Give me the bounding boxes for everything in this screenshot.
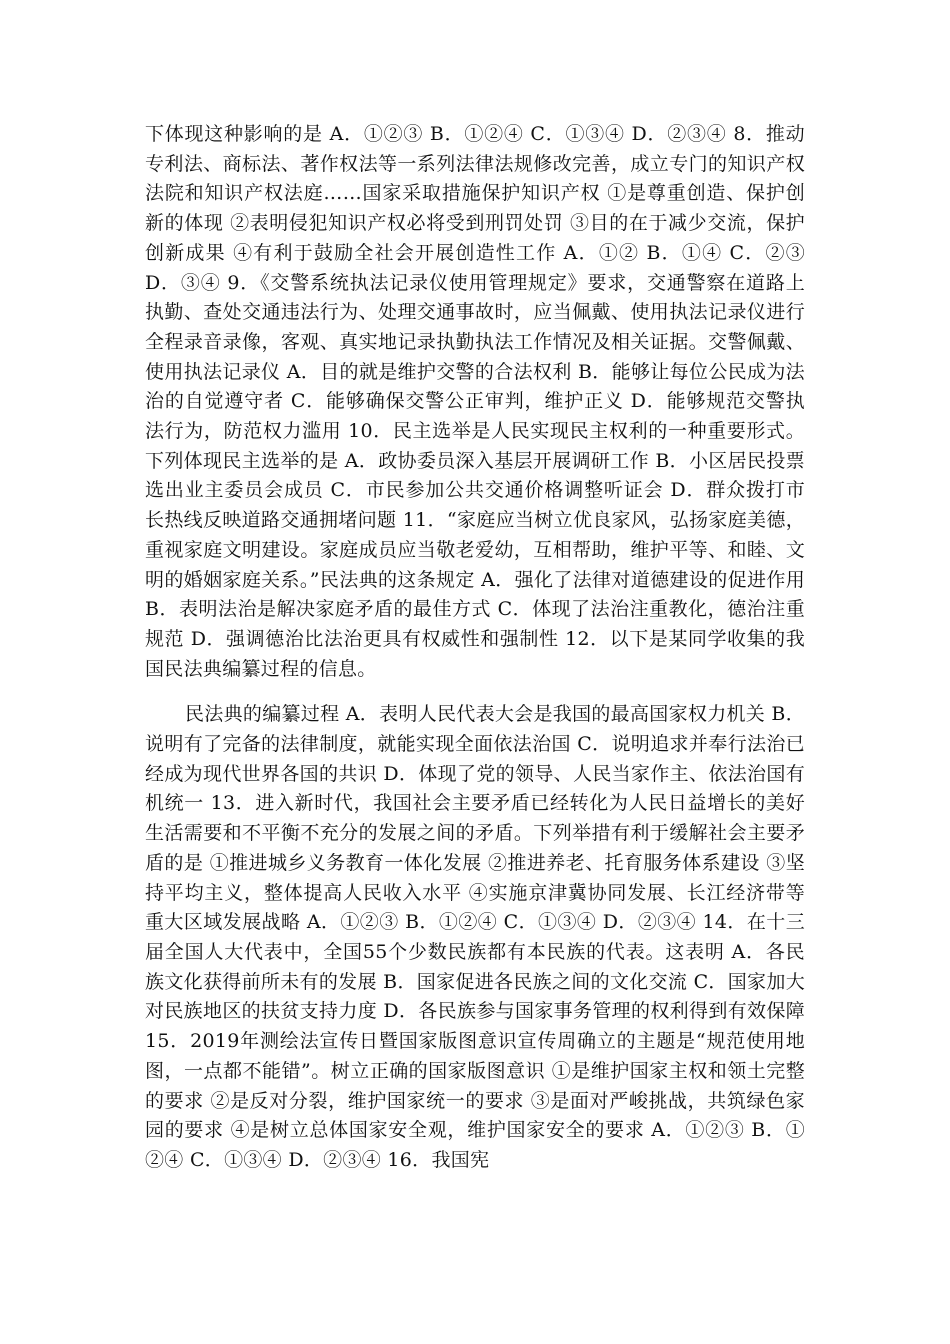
paragraph-2: 民法典的编纂过程 A．表明人民代表大会是我国的最高国家权力机关 B．说明有了完备的法律制度，就能实现全面依法治国 C．说明追求并奉行法治已经成为现代世界各国的共识 D．体现了党的领导、人民当家作主、依法治国有机统一 13．进入新时代，我国社会主要矛盾已经转化为人民日益增长的美好生活需要和不平衡不充分的发展之间的矛盾。下列举措有利于缓解社会主要矛盾的是 ①推进城乡义务教育一体化发展 ②推进养老、托育服务体系建设 ③坚持平均主义，整体提高人民收入水平 ④实施京津冀协同发展、长江经济带等重大区域发展战略 A．①②③ B．①②④ C．①③④ D．②③④ 14．在十三届全国人大代表中，全国55个少数民族都有本民族的代表。这表明 A．各民族文化获得前所未有的发展 B．国家促进各民族之间的文化交流 C．国家加大对民族地区的扶贫支持力度 D．各民族参与国家事务管理的权利得到有效保障 15．2019年测绘法宣传日暨国家版图意识宣传周确立的主题是“规范使用地图，一点都不能错”。树立正确的国家版图意识 ①是维护国家主权和领土完整的要求 ②是反对分裂，维护国家统一的要求 ③是面对严峻挑战，共筑绿色家园的要求 ④是树立总体国家安全观，维护国家安全的要求 A．①②③ B．①②④ C．①③④ D．②③④ 16．我国宪 <box>145 703 805 1171</box>
paragraph-1: 下体现这种影响的是 A．①②③ B．①②④ C．①③④ D．②③④ 8．推动专利法、商标法、著作权法等一系列法律法规修改完善，成立专门的知识产权法院和知识产权法庭……国家采取措施保护知识产权 ①是尊重创造、保护创新的体现 ②表明侵犯知识产权必将受到刑罚处罚 ③目的在于减少交流，保护创新成果 ④有利于鼓励全社会开展创造性工作 A．①② B．①④ C．②③ D．③④ 9．《交警系统执法记录仪使用管理规定》要求，交通警察在道路上执勤、查处交通违法行为、处理交通事故时，应当佩戴、使用执法记录仪进行全程录音录像，客观、真实地记录执勤执法工作情况及相关证据。交警佩戴、使用执法记录仪 A．目的就是维护交警的合法权利 B．能够让每位公民成为法治的自觉遵守者 C．能够确保交警公正审判，维护正义 D．能够规范交警执法行为，防范权力滥用 10．民主选举是人民实现民主权利的一种重要形式。下列体现民主选举的是 A．政协委员深入基层开展调研工作 B．小区居民投票选出业主委员会成员 C．市民参加公共交通价格调整听证会 D．群众拨打市长热线反映道路交通拥堵问题 11．“家庭应当树立优良家风，弘扬家庭美德，重视家庭文明建设。家庭成员应当敬老爱幼，互相帮助，维护平等、和睦、文明的婚姻家庭关系。”民法典的这条规定 A．强化了法律对道德建设的促进作用 B．表明法治是解决家庭矛盾的最佳方式 C．体现了法治注重教化，德治注重规范 D．强调德治比法治更具有权威性和强制性 12．以下是某同学收集的我国民法典编纂过程的信息。 <box>145 123 805 680</box>
document-body <box>145 120 805 1176</box>
